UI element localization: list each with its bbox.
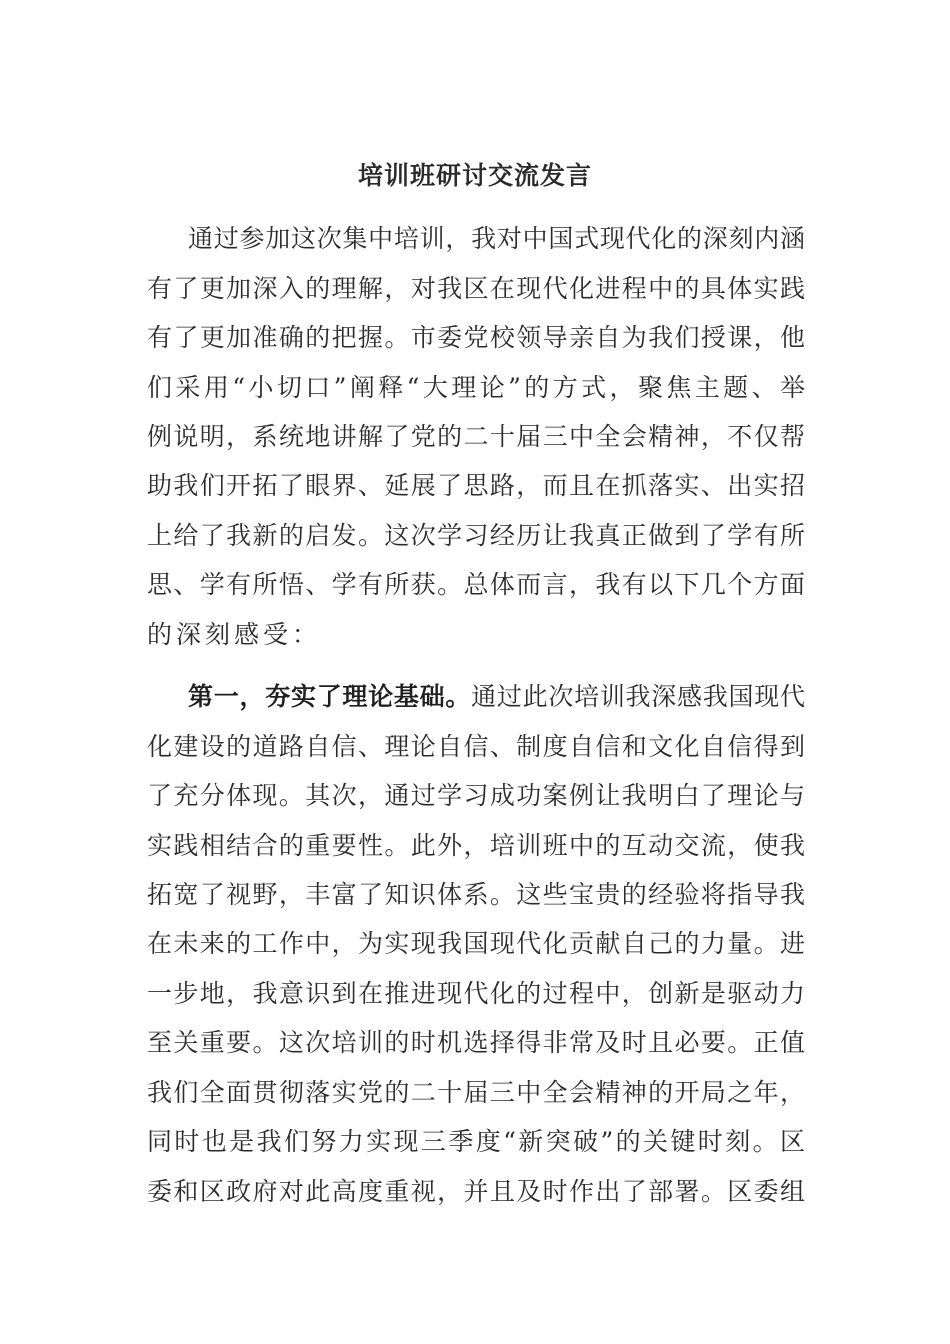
paragraph-line: 有了更加深入的理解，对我区在现代化进程中的具体实践 xyxy=(147,274,805,303)
document-title: 培训班研讨交流发言 xyxy=(357,161,592,190)
paragraph-line: 思、学有所悟、学有所获。总体而言，我有以下几个方面 xyxy=(147,570,805,599)
paragraph-line: 我们全面贯彻落实党的二十届三中全会精神的开局之年， xyxy=(147,1078,805,1107)
paragraph-line: 化建设的道路自信、理论自信、制度自信和文化自信得到 xyxy=(147,732,805,761)
section-heading: 第一，夯实了理论基础。 xyxy=(188,682,472,711)
paragraph-line: 们采用“小切口”阐释“大理论”的方式，聚焦主题、举 xyxy=(147,373,805,402)
paragraph-line: 上给了我新的启发。这次学习经历让我真正做到了学有所 xyxy=(147,521,805,550)
paragraph-line: 在未来的工作中，为实现我国现代化贡献自己的力量。进 xyxy=(147,929,805,958)
paragraph-line: 通过参加这次集中培训，我对中国式现代化的深刻内涵 xyxy=(188,224,805,253)
paragraph-line: 委和区政府对此高度重视，并且及时作出了部署。区委组 xyxy=(147,1177,805,1206)
paragraph-line-rest: 通过此次培训我深感我国现代 xyxy=(471,682,805,711)
paragraph-line: 助我们开拓了眼界、延展了思路，而且在抓落实、出实招 xyxy=(147,471,805,500)
paragraph-first-line xyxy=(188,672,805,722)
paragraph-line: 了充分体现。其次，通过学习成功案例让我明白了理论与 xyxy=(147,781,805,810)
paragraph-line: 有了更加准确的把握。市委党校领导亲自为我们授课，他 xyxy=(147,323,805,352)
paragraph-line: 拓宽了视野，丰富了知识体系。这些宝贵的经验将指导我 xyxy=(147,880,805,909)
paragraph-line: 一步地，我意识到在推进现代化的过程中，创新是驱动力 xyxy=(147,979,805,1008)
paragraph-line: 至关重要。这次培训的时机选择得非常及时且必要。正值 xyxy=(147,1028,805,1057)
paragraph-line: 例说明，系统地讲解了党的二十届三中全会精神，不仅帮 xyxy=(147,422,805,451)
paragraph-line: 实践相结合的重要性。此外，培训班中的互动交流，使我 xyxy=(147,831,805,860)
paragraph-line: 同时也是我们努力实现三季度“新突破”的关键时刻。区 xyxy=(147,1127,805,1156)
paragraph-line: 的深刻感受： xyxy=(147,620,322,649)
